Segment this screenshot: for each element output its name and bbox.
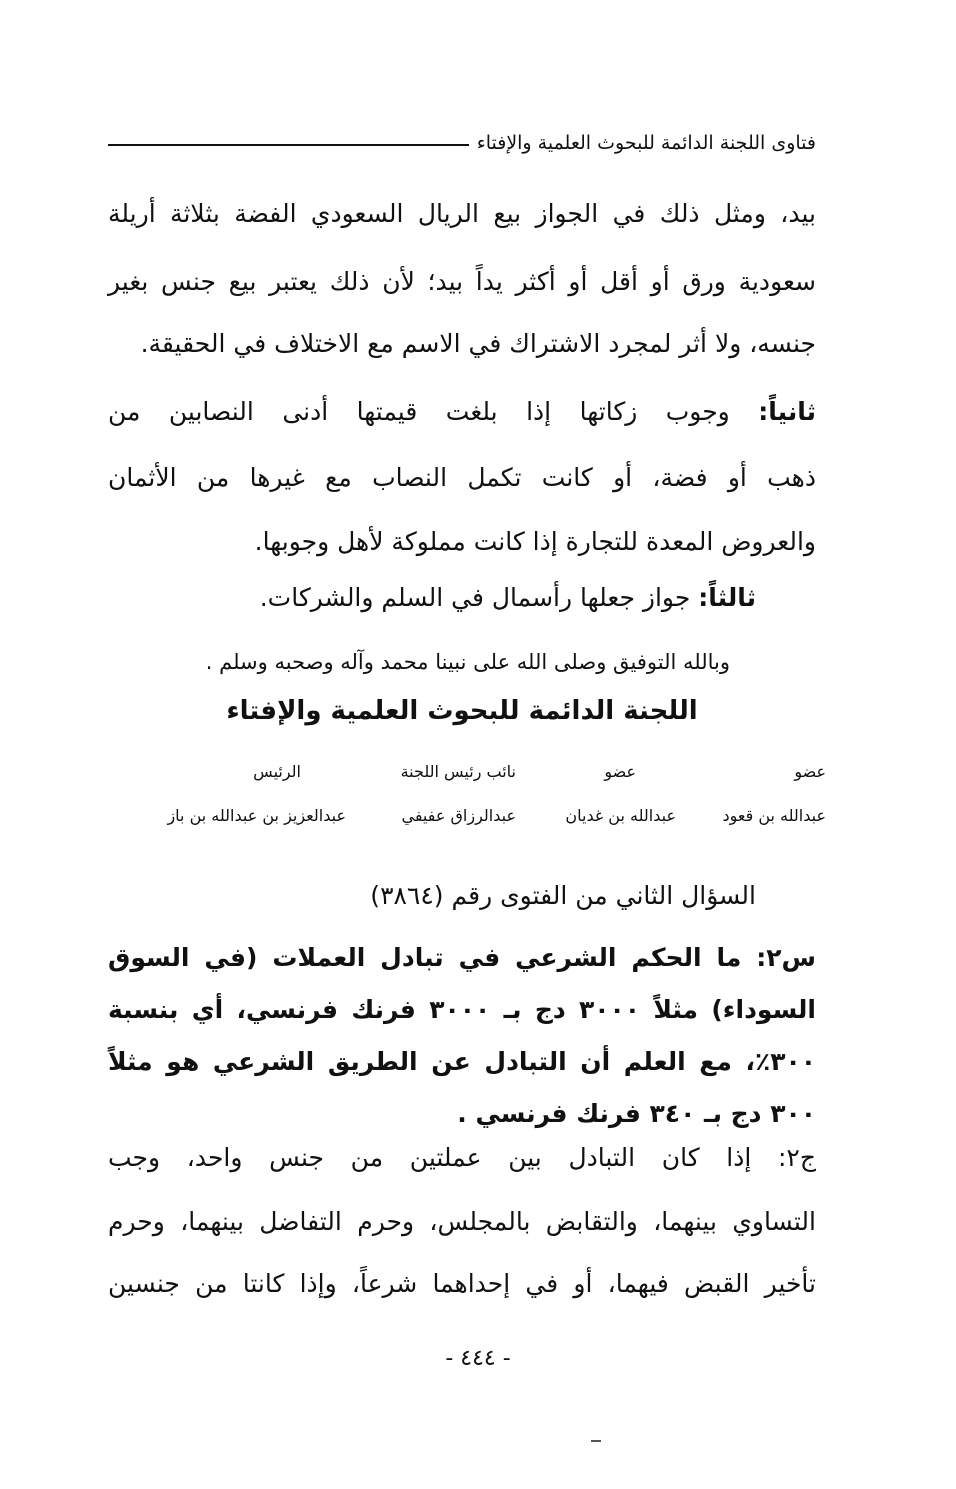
page-number: - ٤٤٤ - xyxy=(445,1346,511,1371)
point-3-label: ثالثاً: xyxy=(698,583,756,612)
point-2-label: ثانياً: xyxy=(758,397,816,426)
signature-role: الرئيس xyxy=(253,762,301,781)
body-line: والعروض المعدة للتجارة إذا كانت مملوكة لأهل وجوبها. xyxy=(254,527,816,556)
answer-line: التساوي بينهما، والتقابض بالمجلس، وحرم التفاضل بينهما، وحرم xyxy=(108,1207,816,1236)
running-header-title: فتاوى اللجنة الدائمة للبحوث العلمية والإفتاء xyxy=(476,132,816,154)
point-3-text: جواز جعلها رأسمال في السلم والشركات. xyxy=(259,583,691,612)
scan-speck xyxy=(591,1440,601,1442)
signature-role: عضو xyxy=(794,762,826,781)
question-line: السوداء) مثلاً ٣٠٠٠ دج بـ ٣٠٠٠ فرنك فرنسي، أي بنسبة xyxy=(108,995,817,1024)
signature-names xyxy=(108,806,826,830)
body-line: بيد، ومثل ذلك في الجواز بيع الريال السعودي الفضة بثلاثة أريلة xyxy=(108,199,816,228)
signature-name: عبدالله بن قعود xyxy=(722,806,826,825)
question-heading: السؤال الثاني من الفتوى رقم (٣٨٦٤) xyxy=(370,881,756,910)
question-line: ٣٠٠٪، مع العلم أن التبادل عن الطريق الشرعي هو مثلاً xyxy=(108,1047,816,1076)
running-header xyxy=(108,128,816,158)
committee-title: اللجنة الدائمة للبحوث العلمية والإفتاء xyxy=(226,696,698,726)
body-line: جنسه، ولا أثر لمجرد الاشتراك في الاسم مع الاختلاف في الحقيقة. xyxy=(140,329,816,358)
body-line: ذهب أو فضة، أو كانت تكمل النصاب مع غيرها من الأثمان xyxy=(108,463,816,492)
answer-line: تأخير القبض فيهما، أو في إحداهما شرعاً، وإذا كانتا من جنسين xyxy=(108,1269,816,1298)
signature-role: نائب رئيس اللجنة xyxy=(400,762,516,781)
point-3-line xyxy=(108,578,756,618)
question-line: س٢: ما الحكم الشرعي في تبادل العملات (في السوق xyxy=(108,943,816,972)
signature-name: عبدالرزاق عفيفي xyxy=(401,806,516,825)
closing-line: وبالله التوفيق وصلى الله على نبينا محمد وآله وصحبه وسلم . xyxy=(205,650,730,674)
answer-line: ج٢: إذا كان التبادل بين عملتين من جنس واحد، وجب xyxy=(108,1143,816,1172)
signature-roles xyxy=(140,762,826,786)
header-rule xyxy=(108,144,469,146)
signature-name: عبدالعزيز بن عبدالله بن باز xyxy=(167,806,346,825)
point-2-line xyxy=(108,392,816,432)
question-line: ٣٠٠ دج بـ ٣٤٠ فرنك فرنسي . xyxy=(457,1099,816,1128)
signature-name: عبدالله بن غديان xyxy=(565,806,676,825)
body-line: سعودية ورق أو أقل أو أكثر يداً بيد؛ لأن ذلك يعتبر بيع جنس بغير xyxy=(108,267,816,296)
signature-role: عضو xyxy=(604,762,636,781)
point-2-text: وجوب زكاتها إذا بلغت قيمتها أدنى النصابين من xyxy=(108,397,730,426)
